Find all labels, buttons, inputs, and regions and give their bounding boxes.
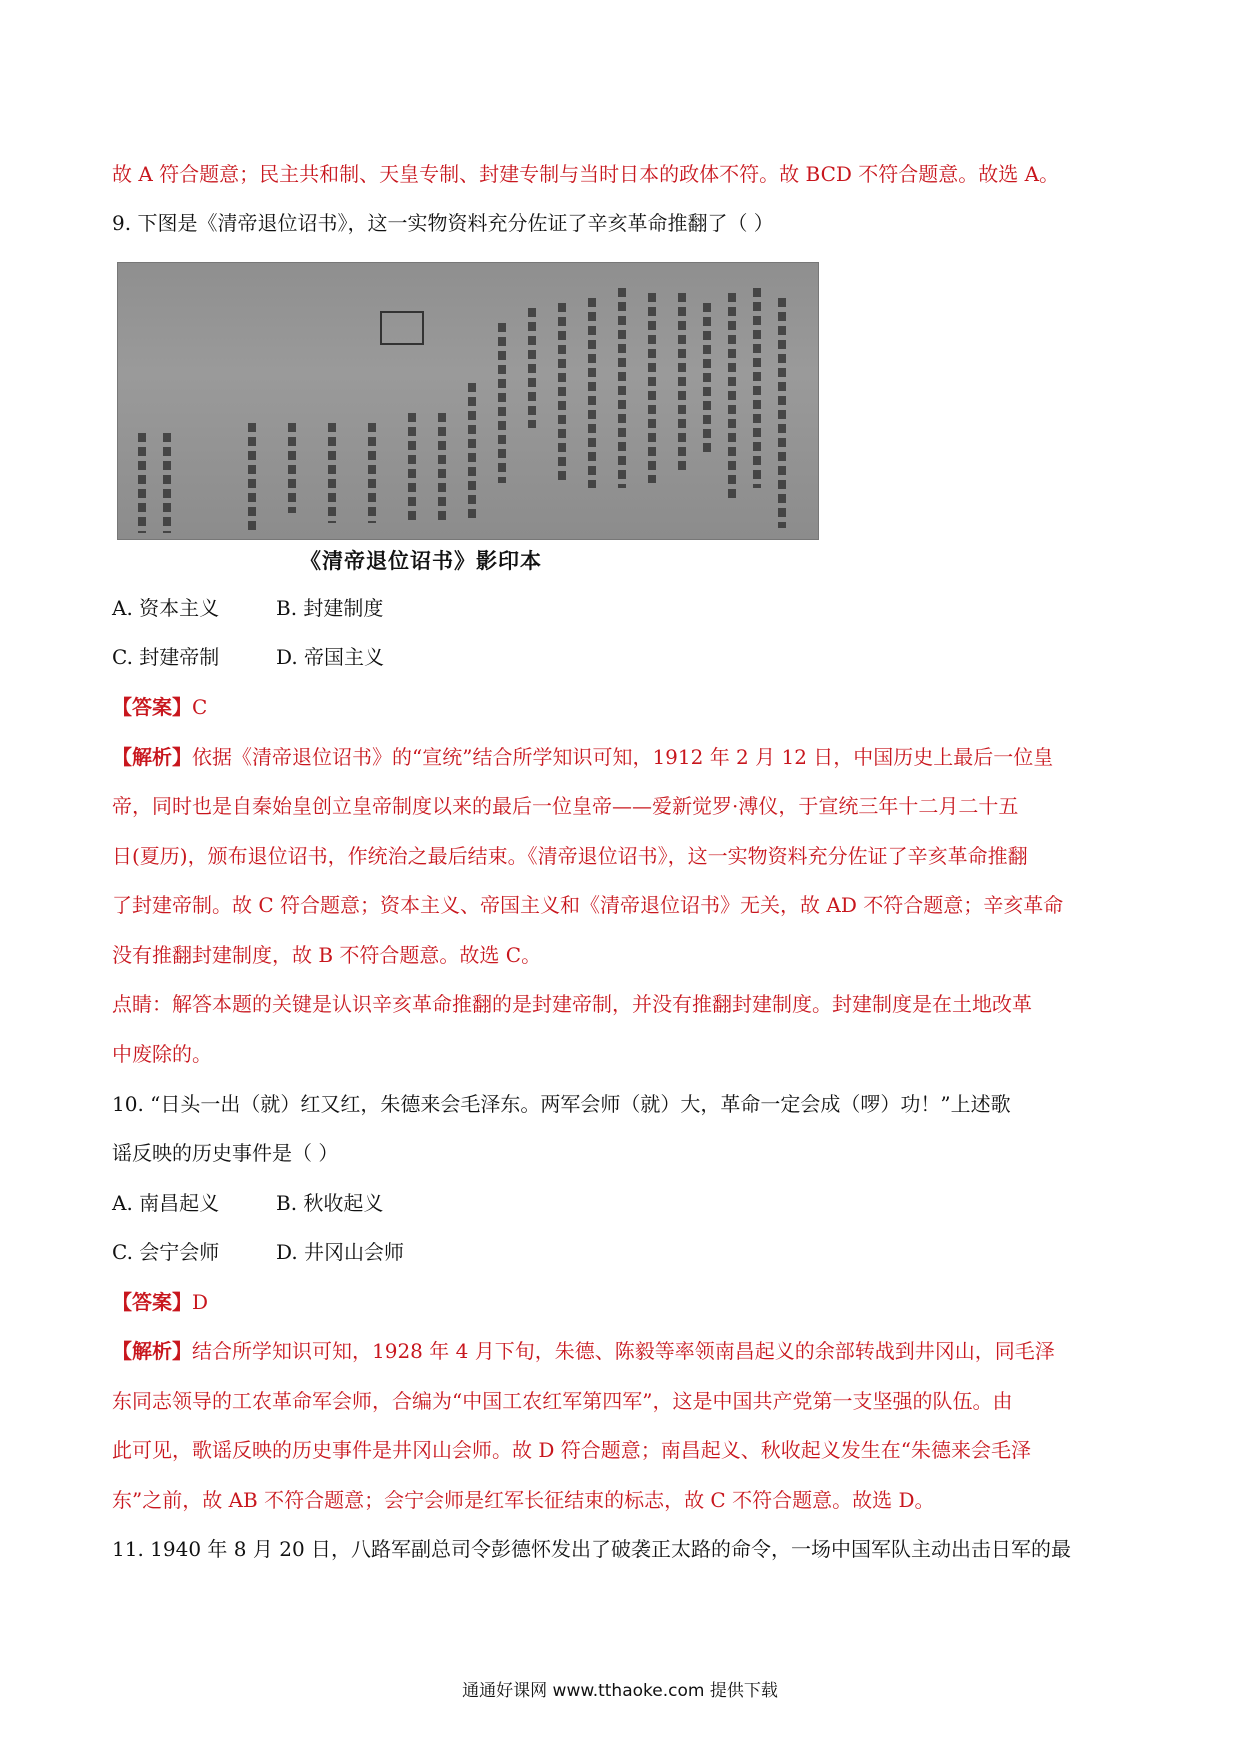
previous-answer-line: 故 A 符合题意；民主共和制、天皇专制、封建专制与当时日本的政体不符。故 BCD 不符合题意。故选 A。 <box>112 162 1060 186</box>
q9-answer <box>112 693 207 721</box>
answer-tag: 【答案】 <box>112 1290 192 1314</box>
q9-option-c: C. 封建帝制 <box>112 645 220 669</box>
q10-option-b: B. 秋收起义 <box>276 1191 384 1215</box>
q10-explanation-line-3: 此可见，歌谣反映的历史事件是井冈山会师。故 D 符合题意；南昌起义、秋收起义发生在“朱德来会毛泽 <box>112 1438 1031 1462</box>
explanation-text: 结合所学知识可知，1928 年 4 月下旬，朱德、陈毅等率领南昌起义的余部转战到井冈山，同毛泽 <box>192 1339 1055 1363</box>
q9-tip-line-2: 中废除的。 <box>112 1042 212 1066</box>
q9-explanation-line-5: 没有推翻封建制度，故 B 不符合题意。故选 C。 <box>112 943 542 967</box>
q10-explanation-line-1 <box>112 1337 1055 1365</box>
answer-value: D <box>192 1290 209 1314</box>
q9-option-a: A. 资本主义 <box>112 596 220 620</box>
q9-explanation-line-1 <box>112 743 1053 771</box>
explanation-tag: 【解析】 <box>112 1339 192 1363</box>
question-9-stem: 9. 下图是《清帝退位诏书》，这一实物资料充分佐证了辛亥革命推翻了（ ） <box>112 211 774 235</box>
q10-answer <box>112 1288 208 1316</box>
abdication-edict-image <box>117 262 819 540</box>
q10-option-c: C. 会宁会师 <box>112 1240 220 1264</box>
explanation-text: 依据《清帝退位诏书》的“宣统”结合所学知识可知，1912 年 2 月 12 日，中国历史上最后一位皇 <box>192 745 1054 769</box>
page-footer: 通通好课网 www.tthaoke.com 提供下载 <box>462 1681 778 1701</box>
question-10-stem-line-2: 谣反映的历史事件是（ ） <box>112 1141 339 1165</box>
q9-explanation-line-2: 帝，同时也是自秦始皇创立皇帝制度以来的最后一位皇帝——爱新觉罗·溥仪，于宣统三年十二月二十五 <box>112 794 1019 818</box>
seal-stamp-icon <box>380 311 424 345</box>
q9-tip-line-1: 点睛：解答本题的关键是认识辛亥革命推翻的是封建帝制，并没有推翻封建制度。封建制度是在土地改革 <box>112 992 1032 1016</box>
answer-tag: 【答案】 <box>112 695 192 719</box>
question-11-stem-line-1: 11. 1940 年 8 月 20 日，八路军副总司令彭德怀发出了破袭正太路的命令，一场中国军队主动出击日军的最 <box>112 1537 1072 1561</box>
q9-option-b: B. 封建制度 <box>276 596 384 620</box>
q9-option-d: D. 帝国主义 <box>276 645 385 669</box>
q9-explanation-line-4: 了封建帝制。故 C 符合题意；资本主义、帝国主义和《清帝退位诏书》无关，故 AD 不符合题意；辛亥革命 <box>112 893 1064 917</box>
q10-explanation-line-2: 东同志领导的工农革命军会师，合编为“中国工农红军第四军”，这是中国共产党第一支坚强的队伍。由 <box>112 1389 1013 1413</box>
answer-value: C <box>192 695 208 719</box>
explanation-tag: 【解析】 <box>112 745 192 769</box>
image-caption: 《清帝退位诏书》影印本 <box>300 548 542 573</box>
question-10-stem-line-1: 10. “日头一出（就）红又红，朱德来会毛泽东。两军会师（就）大，革命一定会成（啰）功！”上述歌 <box>112 1092 1011 1116</box>
q9-explanation-line-3: 日(夏历)，颁布退位诏书，作统治之最后结束。《清帝退位诏书》，这一实物资料充分佐证了辛亥革命推翻 <box>112 844 1028 868</box>
q10-explanation-line-4: 东”之前，故 AB 不符合题意；会宁会师是红军长征结束的标志，故 C 不符合题意。故选 D。 <box>112 1488 935 1512</box>
q10-option-a: A. 南昌起义 <box>112 1191 220 1215</box>
q10-option-d: D. 井冈山会师 <box>276 1240 405 1264</box>
